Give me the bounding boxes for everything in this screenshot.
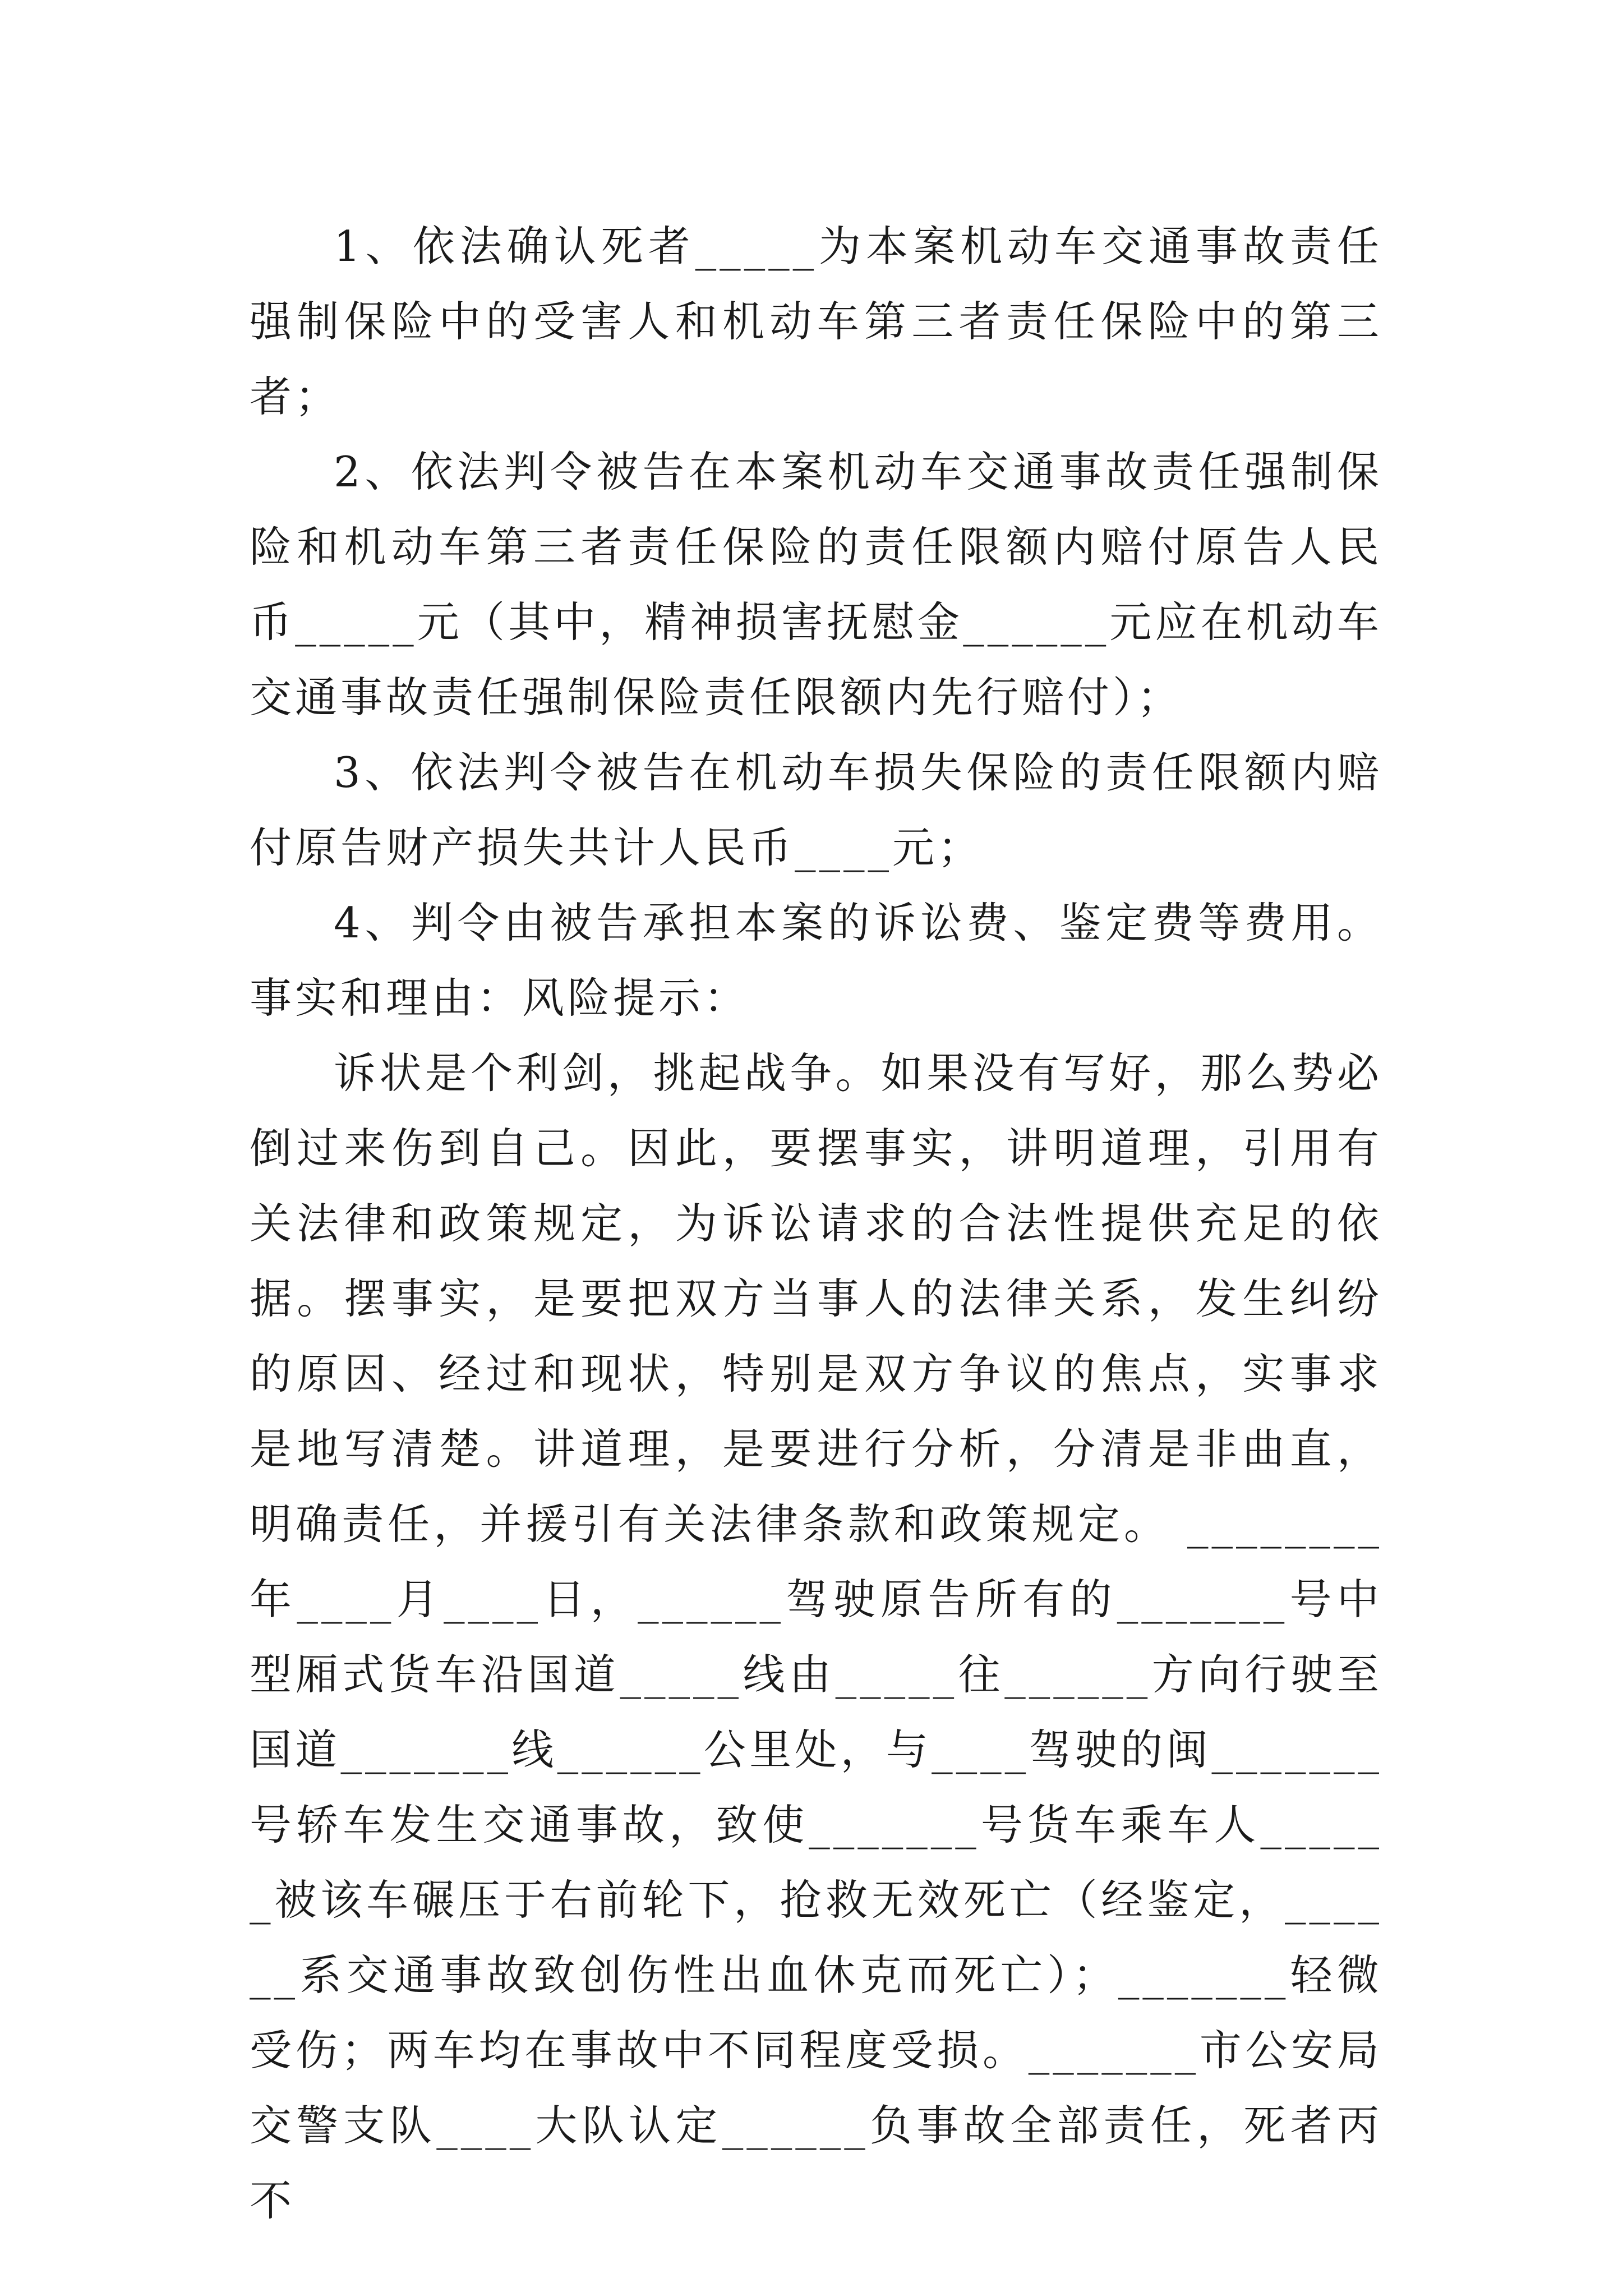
document-body bbox=[250, 209, 1382, 2238]
facts-paragraph: 诉状是个利剑，挑起战争。如果没有写好，那么势必倒过来伤到自己。因此，要摆事实，讲明道理，引用有关法律和政策规定，为诉讼请求的合法性提供充足的依据。摆事实，是要把双方当事人的法律关系，发生纠纷的原因、经过和现状，特别是双方争议的焦点，实事求是地写清楚。讲道理，是要进行分析，分清是非曲直，明确责任，并援引有关法律条款和政策规定。 ________年____月____日，______驾驶原告所有的_______号中型厢式货车沿国道_____线由_____往______方向行驶至国道_______线______公里处，与____驾驶的闽_______号轿车发生交通事故，致使_______号货车乘车人______被该车碾压于右前轮下，抢救无效死亡（经鉴定，______系交通事故致创伤性出血休克而死亡）；_______轻微受伤；两车均在事故中不同程度受损。_______市公安局交警支队____大队认定______负事故全部责任，死者丙不 bbox=[250, 1048, 1382, 2225]
claim-paragraph-4: 4、判令由被告承担本案的诉讼费、鉴定费等费用。事实和理由：风险提示： bbox=[250, 898, 1382, 1023]
claim-paragraph-2: 2、依法判令被告在本案机动车交通事故责任强制保险和机动车第三者责任保险的责任限额内赔付原告人民币_____元（其中，精神损害抚慰金______元应在机动车交通事故责任强制保险责任限额内先行赔付）； bbox=[250, 447, 1382, 722]
claim-paragraph-3: 3、依法判令被告在机动车损失保险的责任限额内赔付原告财产损失共计人民币____元； bbox=[250, 748, 1382, 872]
claim-paragraph-1: 1、依法确认死者_____为本案机动车交通事故责任强制保险中的受害人和机动车第三者责任保险中的第三者； bbox=[250, 222, 1382, 421]
